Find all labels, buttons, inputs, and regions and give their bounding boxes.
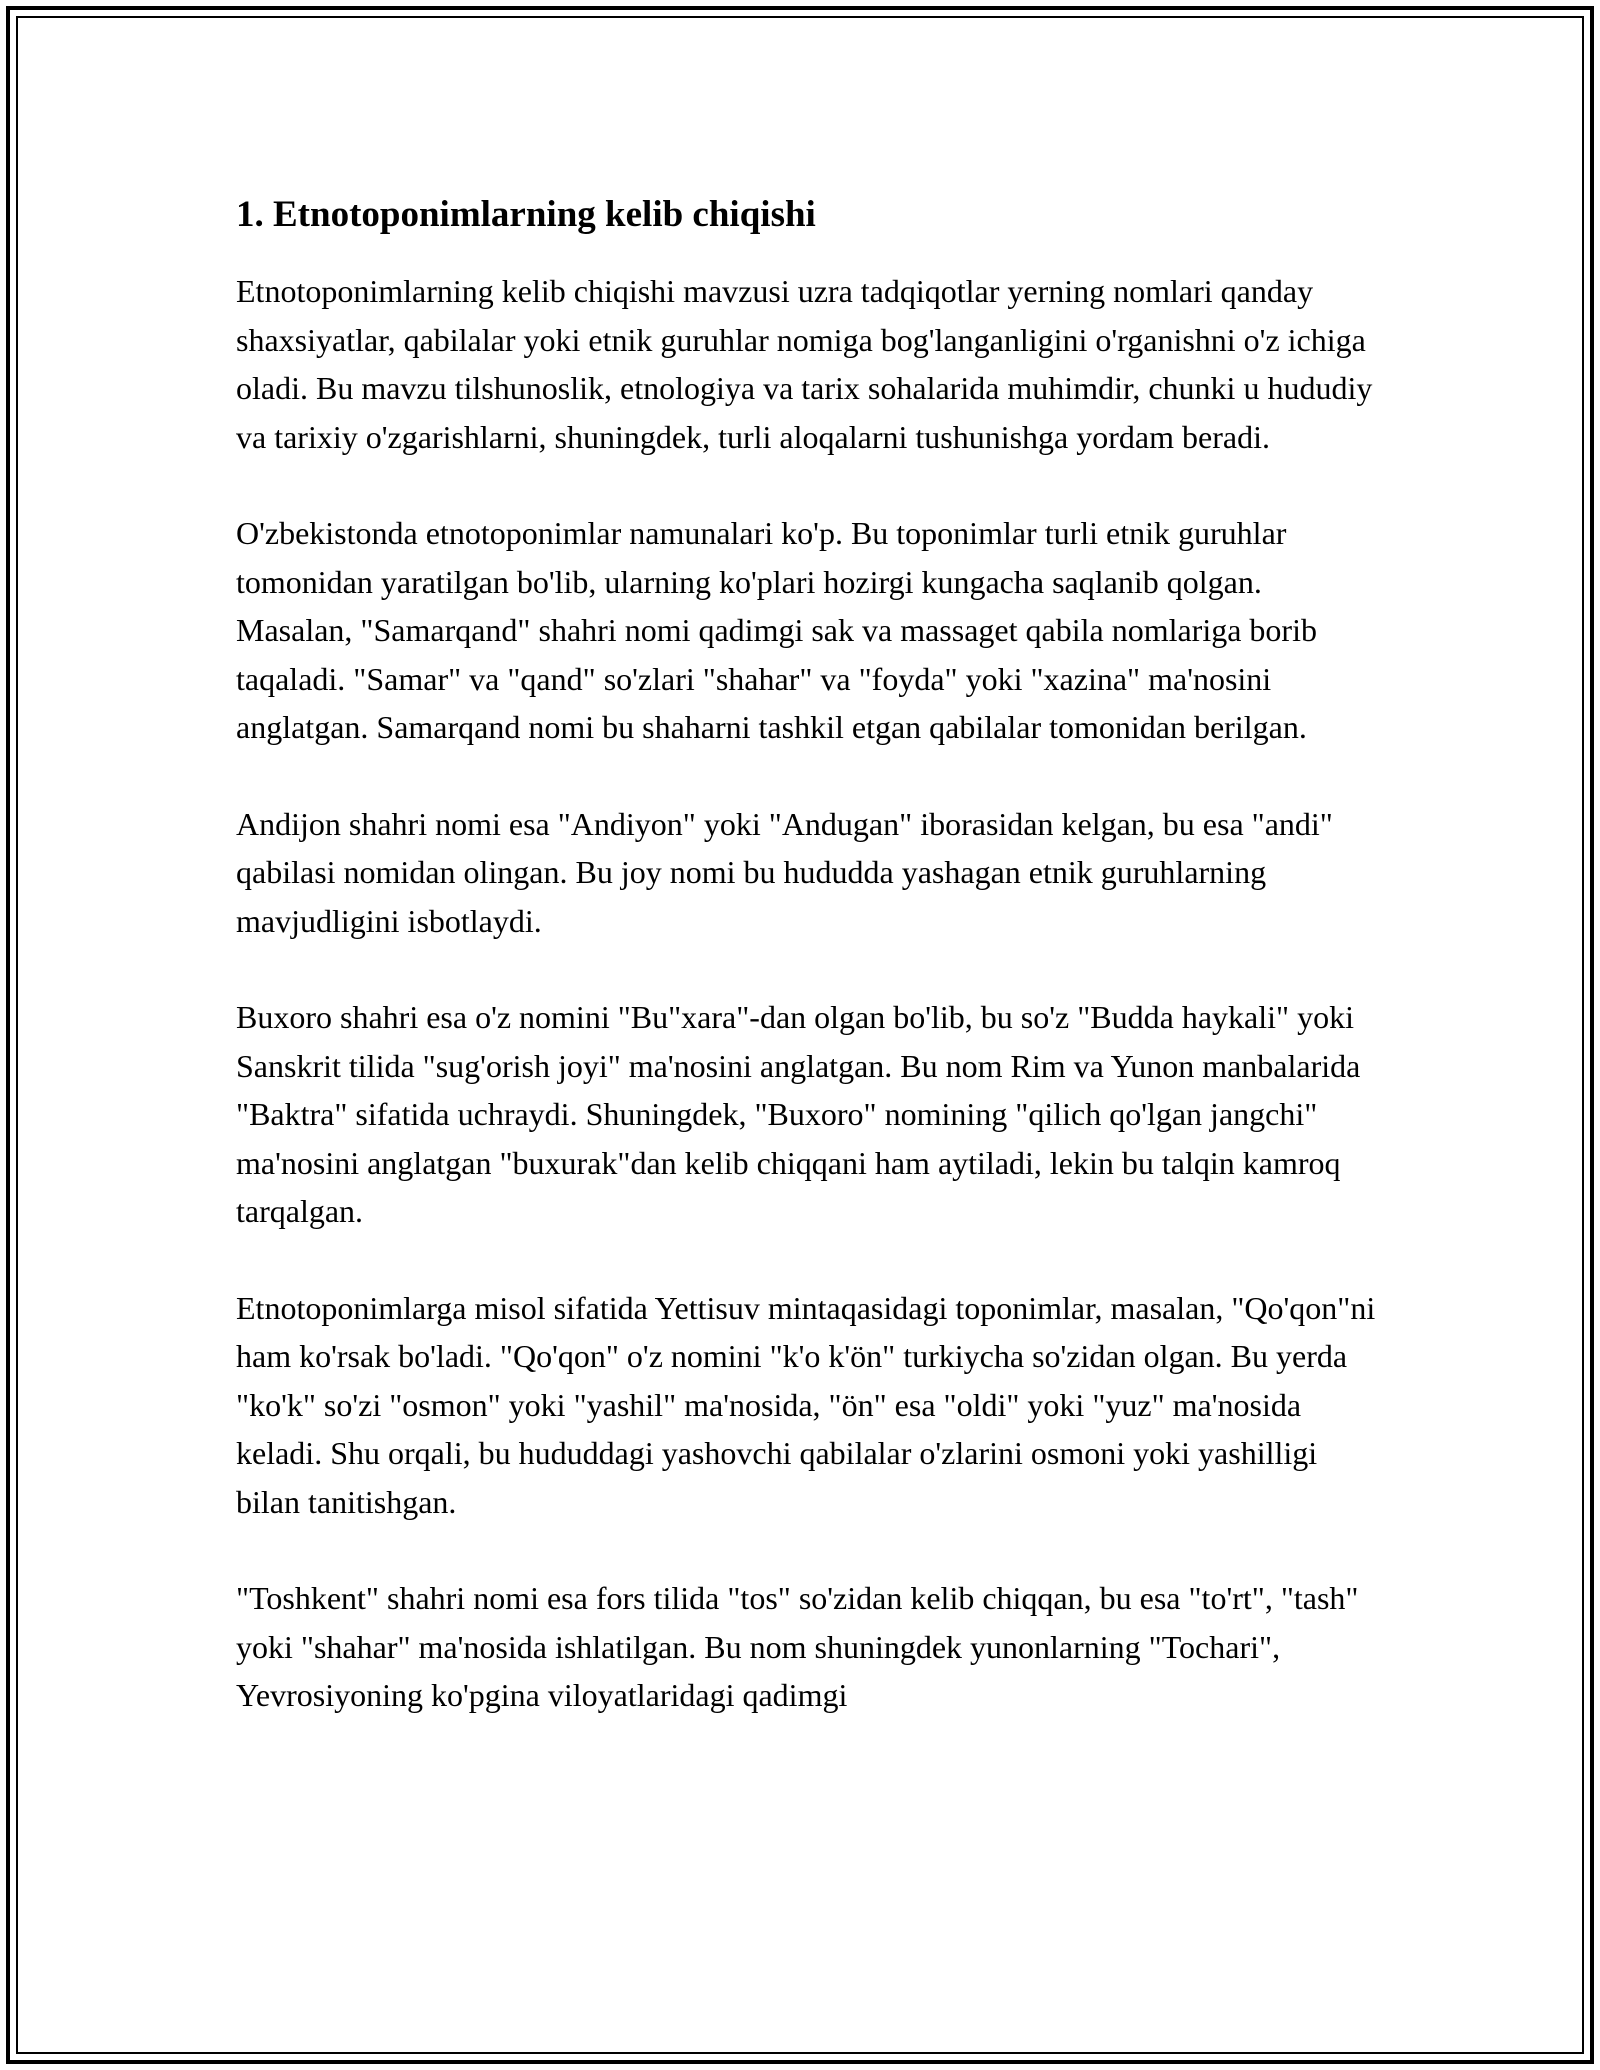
section-heading: 1. Etnotoponimlarning kelib chiqishi [236, 194, 816, 235]
paragraph-intro: Etnotoponimlarning kelib chiqishi mavzusi uzra tadqiqotlar yerning nomlari qanday shaxsiyatlar, qabilalar yoki etnik guruhlar nomiga bog'langanligini o'rganishni o'z ichiga oladi. Bu mavzu tilshunoslik, etnologiya va tarix sohalarida muhimdir, chunki u hududiy va tarixiy o'zgarishlarni, shuningdek, turli aloqalarni tushunishga yordam beradi. [236, 273, 1373, 455]
document-body [236, 185, 1386, 1720]
paragraph-buxoro: Buxoro shahri esa o'z nomini "Bu"xara"-dan olgan bo'lib, bu so'z "Budda haykali" yoki Sanskrit tilida "sug'orish joyi" ma'nosini anglatgan. Bu nom Rim va Yunon manbalarida "Baktra" sifatida uchraydi. Shuningdek, "Buxoro" nomining "qilich qo'lgan jangchi" ma'nosini anglatgan "buxurak"dan kelib chiqqani ham aytiladi, lekin bu talqin kamroq tarqalgan. [236, 999, 1361, 1229]
paragraph-samarqand: O'zbekistonda etnotoponimlar namunalari ko'p. Bu toponimlar turli etnik guruhlar tomonidan yaratilgan bo'lib, ularning ko'plari hozirgi kungacha saqlanib qolgan. Masalan, "Samarqand" shahri nomi qadimgi sak va massaget qabila nomlariga borib taqaladi. "Samar" va "qand" so'zlari "shahar" va "foyda" yoki "xazina" ma'nosini anglatgan. Samarqand nomi bu shaharni tashkil etgan qabilalar tomonidan berilgan. [236, 515, 1317, 745]
paragraph-andijon: Andijon shahri nomi esa "Andiyon" yoki "Andugan" iborasidan kelgan, bu esa "andi" qabilasi nomidan olingan. Bu joy nomi bu hududda yashagan etnik guruhlarning mavjudligini isbotlaydi. [236, 805, 1333, 939]
paragraph-toshkent: "Toshkent" shahri nomi esa fors tilida "tos" so'zidan kelib chiqqan, bu esa "to'rt", "tash" yoki "shahar" ma'nosida ishlatilgan. Bu nom shuningdek yunonlarning "Tochari", Yevrosiyoning ko'pgina viloyatlaridagi qadimgi [236, 1580, 1359, 1713]
paragraph-qoqon: Etnotoponimlarga misol sifatida Yettisuv mintaqasidagi toponimlar, masalan, "Qo'qon"ni ham ko'rsak bo'ladi. "Qo'qon" o'z nomini "k'o k'ön" turkiycha so'zidan olgan. Bu yerda "ko'k" so'zi "osmon" yoki "yashil" ma'nosida, "ön" esa "oldi" yoki "yuz" ma'nosida keladi. Shu orqali, bu hududdagi yashovchi qabilalar o'zlarini osmoni yoki yashilligi bilan tanitishgan. [236, 1289, 1376, 1520]
